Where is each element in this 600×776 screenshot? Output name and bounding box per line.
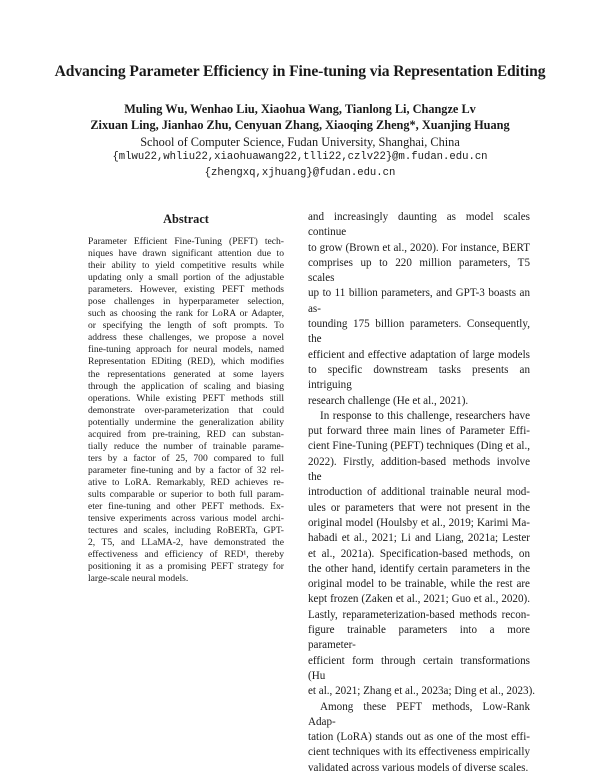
abstract-line: niques have drawn significant attention due to	[88, 248, 284, 260]
email-line-1: {mlwu22,whliu22,xiaohuawang22,tlli22,czlv22}@m.fudan.edu.cn	[112, 151, 488, 163]
body-line: and increasingly daunting as model scales continue	[308, 211, 530, 239]
abstract-body	[88, 236, 284, 585]
abstract-line: their ability to yield competitive results while	[88, 260, 284, 272]
authors-line-1: Muling Wu, Wenhao Liu, Xiaohua Wang, Tianlong Li, Changze Lv	[124, 102, 476, 116]
body-line: to grow (Brown et al., 2020). For instance, BERT	[308, 241, 530, 254]
abstract-line: address these challenges, we propose a novel	[88, 332, 284, 344]
abstract-line: or specifying the length of soft prompts. To	[88, 320, 284, 332]
authors-line-2: Zixuan Ling, Jianhao Zhu, Cenyuan Zhang, Xiaoqing Zheng*, Xuanjing Huang	[90, 118, 510, 132]
paper-title: Advancing Parameter Efficiency in Fine-tuning via Representation Editing	[54, 63, 546, 80]
body-line: In response to this challenge, researchers have	[320, 409, 530, 422]
body-line: validated across various models of diverse scales.	[308, 761, 529, 774]
abstract-line: tensive experiments across various model archi-	[88, 513, 284, 525]
body-line: kept frozen (Zaken et al., 2021; Guo et al., 2020).	[308, 593, 530, 606]
body-line: the other hand, identify certain parameters in the	[308, 562, 530, 575]
abstract-line: ative to LoRA. Remarkably, RED achieves re-	[88, 476, 284, 488]
body-line: up to 11 billion parameters, and GPT-3 boasts an as-	[308, 287, 530, 315]
abstract-line: 2, T5, and LLaMA-2, have demonstrated the	[88, 537, 284, 549]
abstract-line: parameter fine-tuning and by a factor of 32 rel-	[88, 464, 284, 476]
abstract-line: Parameter Efficient Fine-Tuning (PEFT) tech-	[88, 236, 284, 247]
body-line: 2022). Firstly, addition-based methods involve the	[308, 455, 530, 484]
body-line: to specific downstream tasks presents an intriguing	[308, 363, 530, 392]
body-line: tation (LoRA) stands out as one of the most effi-	[308, 731, 530, 744]
affiliation: School of Computer Science, Fudan University, Shanghai, China	[140, 135, 460, 149]
abstract-line: tially reduce the number of trainable parame-	[88, 440, 284, 452]
abstract-line: ters by a factor of 25, 700 compared to full	[88, 452, 284, 464]
abstract-line: the representations generated at some layers	[88, 368, 284, 380]
abstract-heading: Abstract	[163, 212, 209, 226]
body-line: introduction of additional trainable neural mod-	[308, 486, 530, 499]
abstract-line: sults comparable or superior to both full param-	[88, 488, 284, 500]
abstract-line: tectures and scales, including RoBERTa, GPT-	[88, 525, 284, 537]
abstract-line: operations. While existing PEFT methods still	[88, 392, 284, 404]
body-line: Lastly, reparameterization-based methods recon-	[308, 608, 530, 621]
body-line: original model (Houlsby et al., 2019; Karimi Ma-	[308, 516, 530, 529]
abstract-line: acquired from pre-training, RED can substan-	[88, 428, 284, 440]
abstract-line: Representation EDiting (RED), which modifies	[88, 356, 284, 368]
body-line: cient techniques with its effectiveness empirically	[308, 746, 530, 759]
body-line: research challenge (He et al., 2021).	[308, 394, 469, 407]
body-line: et al., 2021a). Specification-based methods, on	[308, 547, 530, 560]
abstract-line: pose challenges in hyperparameter selection,	[88, 296, 284, 308]
body-line: ules or parameters that were not present in the	[308, 501, 530, 514]
body-line: original model to be trainable, while the rest are	[308, 578, 530, 591]
body-column-right	[308, 210, 536, 776]
abstract-line: fine-tuning approach for neural models, named	[88, 344, 284, 356]
abstract-line: eter fine-tuning and other PEFT methods. Ex-	[88, 501, 284, 513]
abstract-line: through the application of scaling and biasing	[88, 380, 284, 392]
body-line: put forward three main lines of Parameter Effi-	[308, 425, 530, 438]
abstract-line: effectiveness and efficiency of RED¹, thereby	[88, 549, 284, 561]
abstract-line: positioning it as a promising PEFT strategy for	[88, 561, 284, 573]
body-line: cient Fine-Tuning (PEFT) techniques (Ding et al.,	[308, 440, 530, 453]
body-line: Among these PEFT methods, Low-Rank Adap-	[308, 700, 530, 728]
abstract-line: such as choosing the rank for LoRA or Adapter,	[88, 308, 284, 320]
body-line: habadi et al., 2021; Li and Liang, 2021a; Lester	[308, 532, 530, 545]
abstract-line: large-scale neural models.	[88, 573, 189, 585]
author-list	[0, 101, 600, 133]
body-line: tounding 175 billion parameters. Consequently, the	[308, 318, 530, 346]
email-line-2: {zhengxq,xjhuang}@fudan.edu.cn	[204, 167, 396, 179]
abstract-line: updating only a small portion of the adjustable	[88, 272, 284, 284]
body-line: efficient form through certain transformations (Hu	[308, 654, 530, 682]
abstract-line: potentially undermine the generalization ability	[88, 416, 284, 428]
abstract-line: parameters. However, existing PEFT methods	[88, 284, 284, 296]
body-line: figure trainable parameters into a more parameter-	[308, 624, 530, 652]
abstract-line: demonstrate over-parameterization that could	[88, 404, 284, 416]
body-line: et al., 2021; Zhang et al., 2023a; Ding et al., 2023).	[308, 685, 536, 698]
body-line: efficient and effective adaptation of large models	[308, 348, 530, 361]
body-line: comprises up to 220 million parameters, T5 scales	[308, 256, 530, 285]
